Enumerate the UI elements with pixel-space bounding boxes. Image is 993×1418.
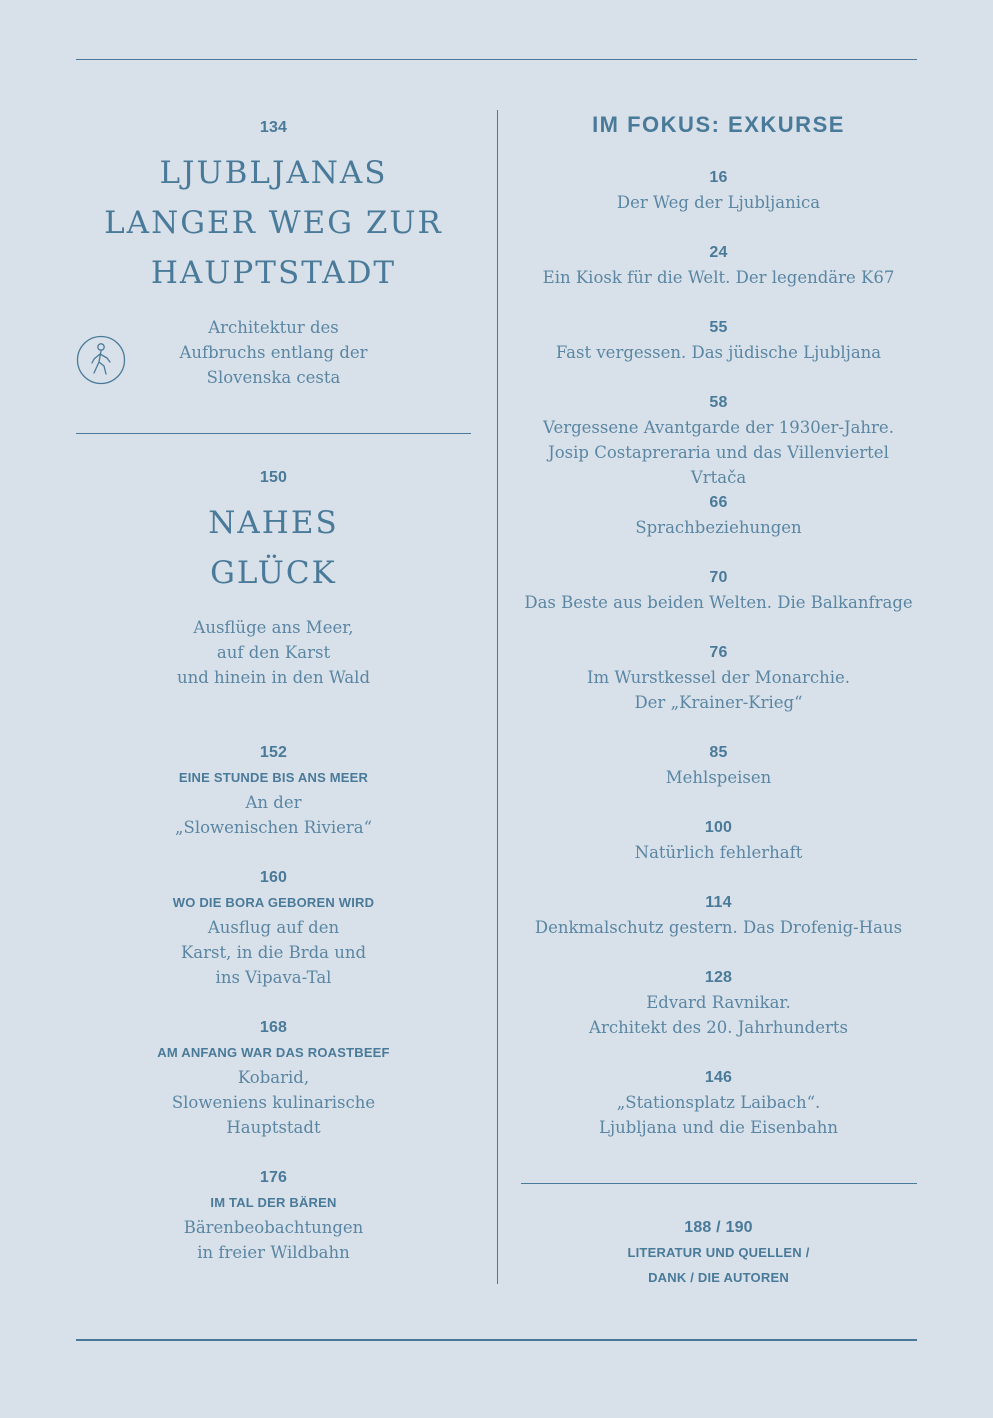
left-section-divider (76, 433, 471, 434)
fokus-item[interactable] (520, 165, 917, 240)
fokus-item[interactable] (520, 815, 917, 890)
toc-subsection[interactable] (76, 865, 471, 995)
subsection-text: Kobarid, Sloweniens kulinarische Hauptstadt (171, 1068, 376, 1137)
fokus-heading: IM FOKUS: EXKURSE (592, 112, 845, 137)
fokus-item-text: „Stationsplatz Laibach“. Ljubljana und die Eisenbahn (599, 1093, 838, 1137)
subsection-heading: EINE STUNDE BIS ANS MEER (178, 770, 369, 785)
section-page-number: 134 (259, 119, 288, 136)
toc-subsection[interactable] (76, 1165, 471, 1275)
appendix-page-numbers: 188 / 190 (684, 1219, 753, 1236)
fokus-item[interactable] (520, 965, 917, 1065)
subsection-page-number: 152 (259, 744, 288, 761)
toc-appendix[interactable] (520, 1215, 917, 1290)
fokus-item-page: 58 (709, 394, 728, 411)
fokus-item-page: 70 (709, 569, 728, 586)
toc-subsection[interactable] (76, 740, 471, 850)
subsection-page-number: 176 (259, 1169, 288, 1186)
fokus-item[interactable] (520, 890, 917, 965)
subsection-heading: AM ANFANG WAR DAS ROASTBEEF (157, 1045, 390, 1060)
fokus-item-page: 85 (709, 744, 728, 761)
right-section-divider (521, 1183, 917, 1184)
fokus-item-text: Fast vergessen. Das jüdische Ljubljana (555, 343, 882, 362)
fokus-item[interactable] (520, 315, 917, 390)
fokus-item-page: 76 (709, 644, 728, 661)
fokus-item-text: Das Beste aus beiden Welten. Die Balkanfrage (524, 593, 913, 612)
fokus-item-page: 24 (709, 244, 728, 261)
fokus-item[interactable] (520, 740, 917, 815)
appendix-heading: LITERATUR UND QUELLEN / DANK / DIE AUTOREN (627, 1245, 810, 1285)
walking-person-icon (76, 335, 126, 385)
fokus-item-text: Der Weg der Ljubljanica (616, 193, 821, 212)
fokus-item-page: 16 (709, 169, 728, 186)
subsection-heading: IM TAL DER BÄREN (210, 1195, 337, 1210)
subsection-heading: WO DIE BORA GEBOREN WIRD (172, 895, 375, 910)
fokus-item-page: 100 (704, 819, 733, 836)
column-divider (497, 110, 498, 1284)
subsection-text: An der „Slowenischen Riviera“ (174, 793, 373, 837)
fokus-item-page: 146 (704, 1069, 733, 1086)
section-title: NAHES GLÜCK (208, 505, 339, 591)
subsection-page-number: 160 (259, 869, 288, 886)
fokus-item[interactable] (520, 565, 917, 640)
toc-section-ljubljana[interactable] (76, 110, 471, 410)
fokus-item-page: 128 (704, 969, 733, 986)
fokus-item[interactable] (520, 240, 917, 315)
section-title: LJUBLJANAS LANGER WEG ZUR HAUPTSTADT (104, 155, 443, 291)
subsection-text: Ausflug auf den Karst, in die Brda und ins Vipava-Tal (180, 918, 367, 987)
toc-section-nahes-glueck[interactable] (76, 460, 471, 700)
fokus-item[interactable] (520, 490, 917, 565)
fokus-item-text: Edvard Ravnikar. Architekt des 20. Jahrhunderts (589, 993, 848, 1037)
section-subtitle: Ausflüge ans Meer, auf den Karst und hinein in den Wald (176, 618, 371, 687)
bottom-rule (76, 1339, 917, 1341)
fokus-item-text: Ein Kiosk für die Welt. Der legendäre K67 (542, 268, 895, 287)
fokus-list (520, 165, 917, 1165)
fokus-item[interactable] (520, 390, 917, 490)
fokus-item[interactable] (520, 1065, 917, 1165)
fokus-item-text: Natürlich fehlerhaft (634, 843, 803, 862)
top-rule (76, 59, 917, 60)
fokus-item-page: 55 (709, 319, 728, 336)
fokus-item-text: Im Wurstkessel der Monarchie. Der „Krainer-Krieg“ (586, 668, 851, 712)
fokus-item-text: Vergessene Avantgarde der 1930er-Jahre. Josip Costapreraria und das Villenviertel Vrtača (543, 418, 894, 487)
fokus-item-text: Sprachbeziehungen (635, 518, 802, 537)
subsection-page-number: 168 (259, 1019, 288, 1036)
section-page-number: 150 (259, 469, 288, 486)
fokus-item-text: Mehlspeisen (665, 768, 772, 787)
fokus-item-page: 114 (705, 894, 732, 911)
fokus-item-text: Denkmalschutz gestern. Das Drofenig-Haus (534, 918, 903, 937)
fokus-item-page: 66 (709, 494, 728, 511)
subsection-text: Bärenbeobachtungen in freier Wildbahn (183, 1218, 364, 1262)
fokus-item[interactable] (520, 640, 917, 740)
toc-subsection[interactable] (76, 1015, 471, 1145)
section-subtitle: Architektur des Aufbruchs entlang der Slovenska cesta (179, 318, 368, 387)
